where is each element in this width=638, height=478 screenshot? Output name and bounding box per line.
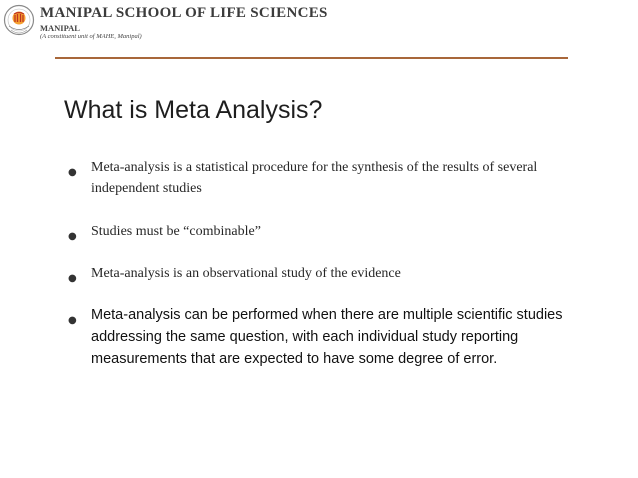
institution-tagline: (A constituent unit of MAHE, Manipal) xyxy=(40,33,142,40)
bullet-item xyxy=(64,221,584,242)
bullet-dot-icon: ● xyxy=(68,167,77,178)
header-divider xyxy=(55,57,568,59)
bullet-item xyxy=(64,304,584,370)
bullet-text: Meta-analysis is a statistical procedure for the synthesis of the results of several independent studies xyxy=(91,160,538,196)
bullet-dot-icon: ● xyxy=(68,273,77,284)
slide-header xyxy=(0,0,638,62)
bullet-dot-icon: ● xyxy=(68,315,77,326)
institution-seal-icon xyxy=(3,3,35,39)
bullet-text: Meta-analysis can be performed when there are multiple scientific studies addressing the same question, with each individual study reporting measurements that are expected to have some degree of error. xyxy=(91,307,563,367)
bullet-dot-icon: ● xyxy=(68,231,77,242)
bullet-text: Meta-analysis is an observational study of the evidence xyxy=(91,266,401,281)
bullet-item xyxy=(64,263,584,284)
institution-location: MANIPAL xyxy=(40,23,80,33)
institution-name: MANIPAL SCHOOL OF LIFE SCIENCES xyxy=(40,5,328,21)
bullet-text: Studies must be “combinable” xyxy=(91,224,261,239)
slide-title: What is Meta Analysis? xyxy=(64,96,323,124)
bullet-item xyxy=(64,157,584,199)
bullet-list xyxy=(64,157,584,370)
